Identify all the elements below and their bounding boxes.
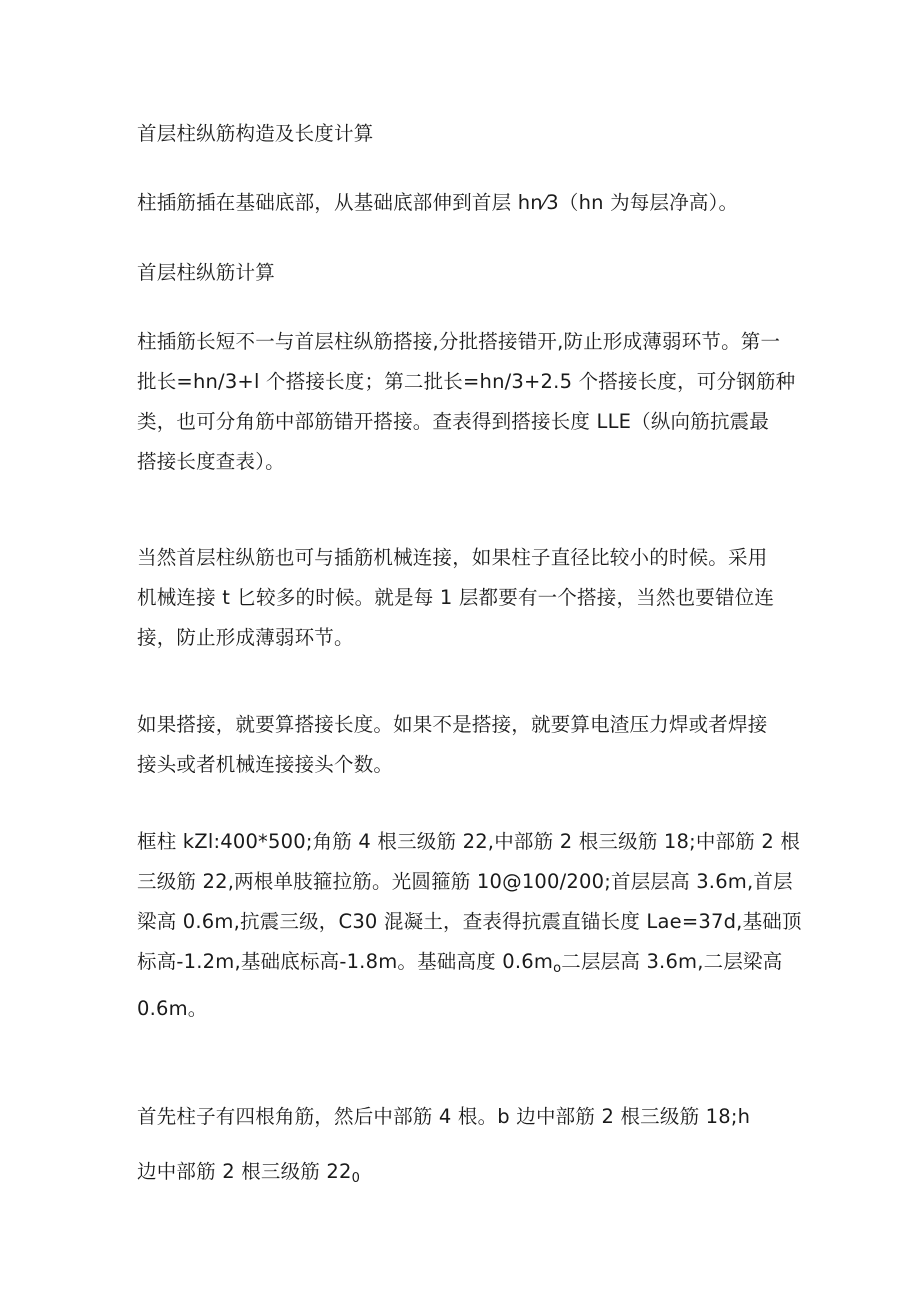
text-line — [137, 1152, 792, 1199]
subscript-mark: 0 — [351, 1171, 361, 1186]
text-line: 搭接长度查表）。 — [137, 450, 285, 473]
text-line: 接头或者机械连接接头个数。 — [137, 753, 394, 776]
text-line: 首先柱子有四根角筋，然后中部筋 4 根。b 边中部筋 2 根三级筋 18;h — [137, 1105, 751, 1128]
text-line: 柱插筋长短不一与首层柱纵筋搭接,分批搭接错开,防止形成薄弱环节。第一 — [137, 330, 781, 353]
text-line: 框柱 kZl:400*500;角筋 4 根三级筋 22,中部筋 2 根三级筋 18;中部筋 2 根 — [137, 830, 801, 853]
paragraph — [137, 1097, 792, 1137]
text-line: 三级筋 22,两根单肢箍拉筋。光圆箍筋 10@100/200;首层层高 3.6m,首层 — [137, 870, 793, 893]
text-line: 批长=hn/3+l 个搭接长度；第二批长=hn/3+2.5 个搭接长度，可分钢筋种 — [137, 370, 796, 393]
paragraph — [137, 183, 792, 223]
paragraph — [137, 822, 802, 1029]
text-line: 柱插筋插在基础底部，从基础底部伸到首层 hn⁄3（hn 为每层净高）。 — [137, 191, 739, 214]
text-line: 0.6m。 — [137, 997, 208, 1020]
text-line: 机械连接 t 匕较多的时候。就是每 1 层都要有一个搭接，当然也要错位连 — [137, 586, 775, 609]
subscript-mark: o — [553, 961, 562, 976]
text-line: 首层柱纵筋计算 — [137, 261, 275, 284]
text-line: 首层柱纵筋构造及长度计算 — [137, 122, 374, 145]
text-run: 标高-1.2m,基础底标高-1.8m。基础高度 0.6m — [137, 950, 554, 973]
text-line: 如果搭接，就要算搭接长度。如果不是搭接，就要算电渣压力焊或者焊接 — [137, 713, 768, 736]
paragraph — [137, 1152, 792, 1199]
text-line: 当然首层柱纵筋也可与插筋机械连接，如果柱子直径比较小的时候。采用 — [137, 546, 768, 569]
paragraph — [137, 538, 792, 658]
section-heading — [137, 253, 792, 293]
text-line: 梁高 0.6m,抗震三级，C30 混凝土，查表得抗震直锚长度 Lae=37d,基础顶 — [137, 910, 802, 933]
paragraph — [137, 705, 792, 785]
text-line: 接，防止形成薄弱环节。 — [137, 626, 354, 649]
paragraph — [137, 322, 796, 482]
section-heading — [137, 114, 792, 154]
text-line — [137, 942, 792, 989]
text-run: 边中部筋 2 根三级筋 22 — [137, 1160, 352, 1183]
text-run: 二层层高 3.6m,二层梁高 — [561, 950, 783, 973]
text-line: 类，也可分角筋中部筋错开搭接。查表得到搭接长度 LLE（纵向筋抗震最 — [137, 410, 770, 433]
